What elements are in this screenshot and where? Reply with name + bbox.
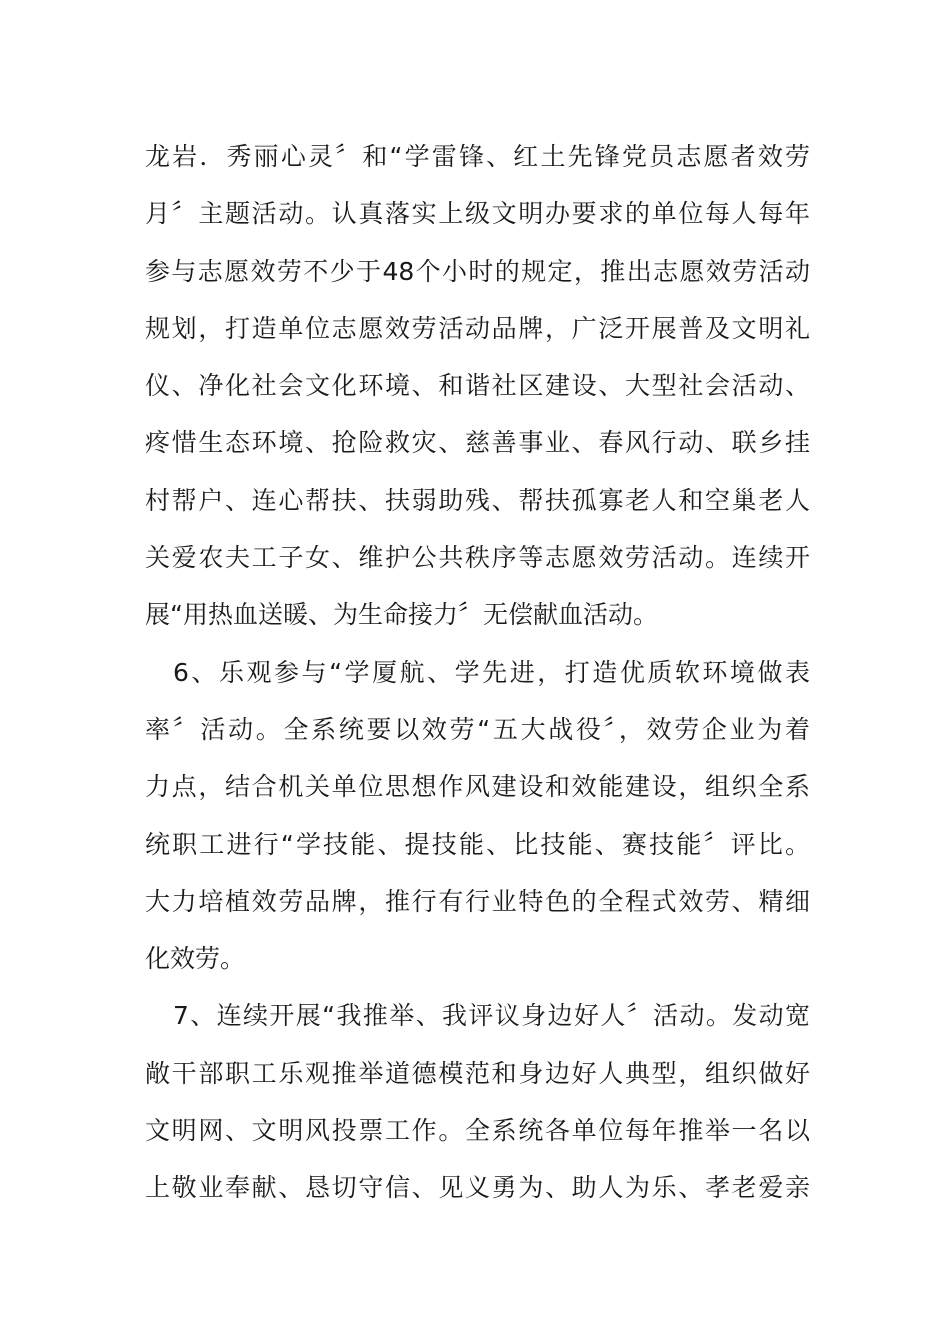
- text-line: 化效劳。: [145, 944, 246, 974]
- text-line: 龙岩．秀丽心灵〞和“学雷锋、红土先锋党员志愿者效劳: [145, 142, 810, 171]
- text-line: 敞干部职工乐观推举道德模范和身边好人典型，组织做好: [145, 1058, 810, 1088]
- text-line: 大力培植效劳品牌，推行有行业特色的全程式效劳、精细: [145, 886, 810, 916]
- text-line: 疼惜生态环境、抢险救灾、慈善事业、春风行动、联乡挂: [145, 428, 810, 458]
- body-text: [145, 128, 810, 1217]
- paragraph-start-line: 6、乐观参与“学厦航、学先进，打造优质软环境做表: [173, 657, 810, 687]
- text-line: 规划，打造单位志愿效劳活动品牌，广泛开展普及文明礼: [145, 313, 810, 343]
- text-line: 力点，结合机关单位思想作风建设和效能建设，组织全系: [145, 772, 810, 802]
- text-line: 月〞主题活动。认真落实上级文明办要求的单位每人每年: [145, 199, 810, 229]
- text-line: 上敬业奉献、恳切守信、见义勇为、助人为乐、孝老爱亲: [145, 1173, 810, 1203]
- text-line: 展“用热血送暖、为生命接力〞无偿献血活动。: [145, 600, 658, 630]
- paragraph-start-line: 7、连续开展“我推举、我评议身边好人〞活动。发动宽: [173, 1001, 810, 1031]
- text-line: 文明网、文明风投票工作。全系统各单位每年推举一名以: [145, 1116, 810, 1146]
- text-line: 参与志愿效劳不少于48个小时的规定，推出志愿效劳活动: [145, 256, 810, 286]
- text-line: 关爱农夫工子女、维护公共秩序等志愿效劳活动。连续开: [145, 543, 810, 573]
- text-line: 统职工进行“学技能、提技能、比技能、赛技能〞评比。: [145, 829, 810, 859]
- text-line: 村帮户、连心帮扶、扶弱助残、帮扶孤寡老人和空巢老人: [145, 485, 810, 515]
- text-line: 仪、净化社会文化环境、和谐社区建设、大型社会活动、: [145, 371, 810, 401]
- text-line: 率〞活动。全系统要以效劳“五大战役〞，效劳企业为着: [145, 714, 810, 744]
